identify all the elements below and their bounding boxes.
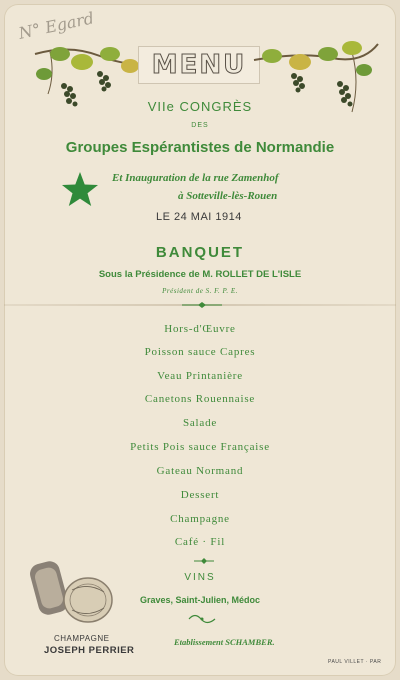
wines-heading: VINS: [184, 572, 216, 583]
champagne-label-line1: CHAMPAGNE: [54, 634, 110, 643]
congress-heading: VIIe CONGRÈS: [147, 99, 253, 114]
course-item: Champagne: [170, 513, 230, 525]
wines-list: Graves, Saint-Julien, Médoc: [139, 595, 261, 605]
course-item: Salade: [182, 417, 218, 429]
course-item: Hors-d'Œuvre: [164, 323, 236, 335]
menu-title: MENU: [138, 46, 260, 84]
handwritten-note: N° Egard: [16, 8, 96, 43]
course-item: Dessert: [180, 489, 220, 501]
divider-ornament-icon: [194, 557, 214, 565]
divider-ornament-icon: [182, 301, 222, 309]
establishment-credit: Etablissement SCHAMBER.: [174, 637, 275, 647]
flourish-ornament-icon: [187, 612, 217, 626]
course-item: Café · Fil: [174, 536, 226, 548]
groups-heading: Groupes Espérantistes de Normandie: [65, 139, 335, 156]
inauguration-line: Et Inauguration de la rue Zamenhof: [112, 172, 279, 184]
menu-card: [4, 4, 396, 676]
course-item: Canetons Rouennaise: [144, 393, 256, 405]
banquet-heading: BANQUET: [155, 244, 245, 261]
presidence-line: [4, 269, 396, 280]
esperanto-star-icon: [60, 170, 100, 210]
president-title: Président de S. F. P. E.: [162, 287, 238, 295]
course-item: Veau Printanière: [157, 370, 243, 382]
printer-credit: PAUL VILLET · PAR: [328, 659, 382, 665]
champagne-label-line2: JOSEPH PERRIER: [44, 645, 135, 656]
course-item: Poisson sauce Capres: [144, 346, 256, 358]
course-item: Gateau Normand: [156, 465, 244, 477]
presidence-prefix: Sous la Présidence de: [98, 269, 200, 280]
champagne-cork-icon: [28, 552, 118, 632]
event-date: LE 24 MAI 1914: [156, 211, 242, 223]
presidence-name: M. ROLLET DE L'ISLE: [202, 269, 302, 280]
course-item: Petits Pois sauce Française: [130, 441, 270, 453]
location-line: à Sotteville-lès-Rouen: [178, 190, 278, 202]
des-label: DES: [191, 122, 209, 129]
